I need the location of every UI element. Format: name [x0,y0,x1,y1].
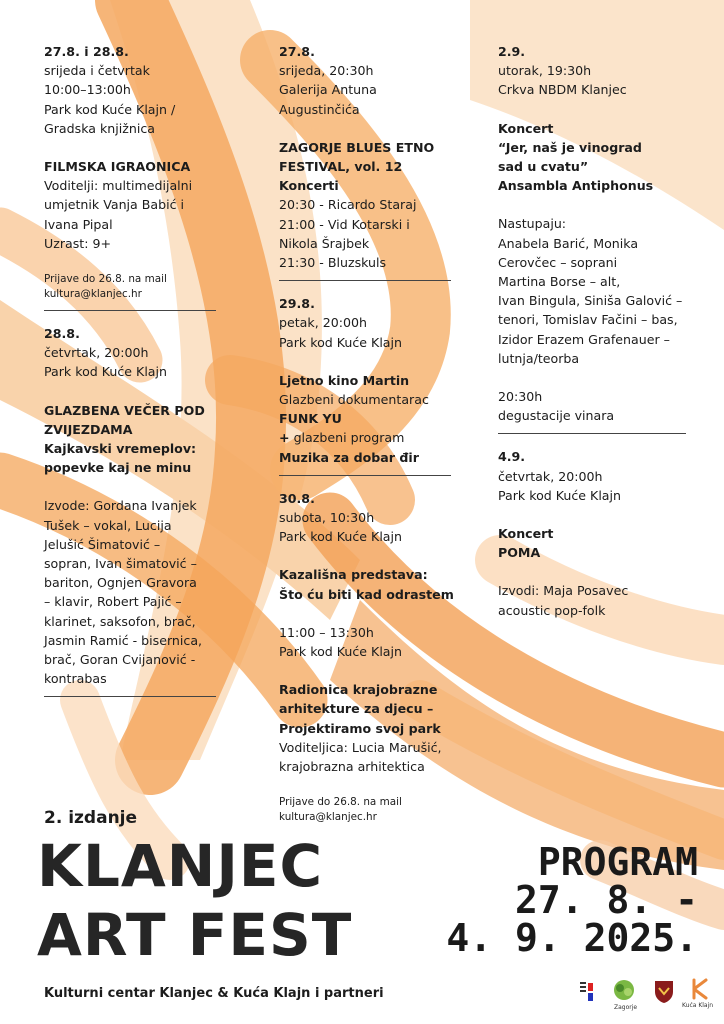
event-place: Park kod Kuće Klajn [44,364,168,380]
event-film-workshop [44,42,224,302]
event-day: srijeda, 20:30h [279,63,374,79]
event-date: 2.9. [498,44,526,59]
event-detail: Izvodi: Maja Posavec [498,583,629,599]
event-title: POMA [498,545,541,561]
performers: Martina Borse – alt, [498,274,621,290]
program-heading: PROGRAM [537,840,698,884]
performers: bariton, Ognjen Gravora [44,575,197,591]
event-detail: degustacije vinara [498,408,615,424]
event-place: Park kod Kuće Klajn [279,644,403,660]
event-detail: acoustic pop-folk [498,602,606,618]
event-title: ZVIJEZDAMA [44,421,133,437]
program-column-1 [44,42,224,710]
event-summer-cinema [279,294,469,467]
organizer-line: Kulturni centar Klanjec & Kuća Klajn i partneri [44,986,384,1001]
schedule-item: Nikola Šrajbek [279,235,370,251]
performers: lutnja/teorba [498,350,580,366]
event-place: Park kod Kuće Klajn [279,334,403,350]
event-note: Prijave do 26.8. na mail [44,273,167,286]
event-note: Prijave do 26.8. na mail [279,796,402,809]
event-title: sad u cvatu” [498,159,589,175]
event-date: 4.9. [498,449,526,465]
event-title: arhitekture za djecu – [279,701,434,717]
program-column-3 [498,42,713,620]
performers: Nastupaju: [498,216,567,232]
event-place: Park kod Kuće Klajn [279,529,403,545]
performers: Jasmin Ramić - bisernica, [44,632,203,648]
event-time: 10:00–13:00h [44,82,131,98]
event-day: četvrtak, 20:00h [498,468,603,484]
event-place: Galerija Antuna [279,82,377,98]
event-title: ZAGORJE BLUES ETNO [279,139,435,155]
performers: – klavir, Robert Pajić – [44,594,182,610]
performers: klarinet, saksofon, brač, [44,613,196,629]
event-title: Što ću biti kad odrastem [279,586,454,602]
schedule-item: 21:00 - Vid Kotarski i [279,216,410,232]
event-title: FILMSKA IGRAONICA [44,159,191,175]
town-crest-icon [654,980,674,1008]
event-title: “Jer, naš je vinograd [498,139,642,155]
event-title: Kazališna predstava: [279,567,428,583]
performers: Tušek – vokal, Lucija [44,517,172,533]
event-detail-text: glazbeni program [289,430,405,446]
event-subtitle: Koncerti [279,178,339,194]
festival-title-line2: ART FEST [37,901,353,969]
event-detail: umjetnik Vanja Babić i [44,197,185,213]
event-time: 11:00 – 13:30h [279,624,374,640]
performers: brač, Goran Cvijanović - [44,652,196,668]
kuca-klajn-caption: Kuća Klajn [682,1002,714,1009]
edition-label: 2. izdanje [44,808,138,828]
event-subtitle: Muzika za dobar đir [279,449,419,465]
event-subtitle: Kajkavski vremeplov: [44,441,197,457]
event-detail: Glazbeni dokumentarac [279,392,429,408]
performers: Jelušić Šimatović – [44,536,161,552]
event-blues-festival [279,42,469,272]
event-title: Koncert [498,120,554,136]
event-place: Park kod Kuće Klajn [498,487,622,503]
performers: Ivan Bingula, Siniša Galović – [498,293,683,309]
event-date: 29.8. [279,296,315,312]
program-dates-end: 4. 9. 2025. [446,916,698,960]
event-days: srijeda i četvrtak [44,63,150,79]
event-title: Projektiramo svoj park [279,720,441,736]
event-theatre-workshop [279,489,469,825]
divider [498,433,686,434]
zagorje-caption: Zagorje [614,1004,638,1011]
event-date: 27.8. [279,44,315,59]
event-title: Ljetno kino Martin [279,372,410,388]
event-title: Ansambla Antiphonus [498,178,654,194]
performers: Anabela Barić, Monika [498,235,639,251]
schedule-item: 21:30 - Bluzskuls [279,255,387,271]
partner-logos [578,976,718,1012]
performers: sopran, Ivan šimatović – [44,556,197,572]
divider [279,280,451,281]
event-music-evening [44,324,224,688]
divider [44,310,216,311]
event-email: kultura@klanjec.hr [44,288,142,301]
event-detail: Ivana Pipal [44,216,113,232]
event-place: Augustinčića [279,101,360,117]
event-detail: Uzrast: 9+ [44,235,112,251]
event-time: 20:30h [498,389,543,405]
schedule-item: 20:30 - Ricardo Staraj [279,197,417,213]
festival-title-line1: KLANJEC [37,832,324,900]
performers: tenori, Tomislav Fačini – bas, [498,312,678,328]
film-title: FUNK YU [279,411,342,427]
event-detail: Voditelji: multimedijalni [44,178,193,194]
ministry-logo-icon [578,980,596,1010]
program-dates-block [446,840,698,960]
event-place: Gradska knjižnica [44,120,156,136]
event-title: FESTIVAL, vol. 12 [279,159,403,175]
event-day: utorak, 19:30h [498,63,592,79]
divider [279,475,451,476]
event-concert-poma [498,447,713,619]
kuca-klajn-logo-icon [690,978,712,1004]
program-dates-start: 27. 8. - [514,878,698,922]
performers: Izvode: Gordana Ivanjek [44,498,197,514]
event-subtitle: popevke kaj ne minu [44,460,192,476]
performers: Cerovčec – soprani [498,254,618,270]
plus-sign: + [279,430,290,446]
performers: Izidor Erazem Grafenauer – [498,331,670,347]
program-column-2 [279,42,469,825]
event-day: subota, 10:30h [279,510,375,526]
event-date: 28.8. [44,326,80,342]
divider [44,696,216,697]
event-concert-antiphonus [498,42,713,425]
performers: kontrabas [44,671,107,687]
event-email: kultura@klanjec.hr [279,811,377,824]
event-detail: Voditeljica: Lucia Marušić, [279,739,442,755]
event-title: Koncert [498,526,554,542]
event-title: Radionica krajobrazne [279,682,438,698]
event-date: 30.8. [279,490,315,506]
event-detail: krajobrazna arhitektica [279,759,425,775]
event-title: GLAZBENA VEČER POD [44,402,205,418]
event-place: Park kod Kuće Klajn / [44,101,176,117]
event-day: četvrtak, 20:00h [44,345,149,361]
event-detail [279,428,469,447]
event-date: 27.8. i 28.8. [44,44,129,59]
event-day: petak, 20:00h [279,315,367,331]
event-place: Crkva NBDM Klanjec [498,82,627,98]
